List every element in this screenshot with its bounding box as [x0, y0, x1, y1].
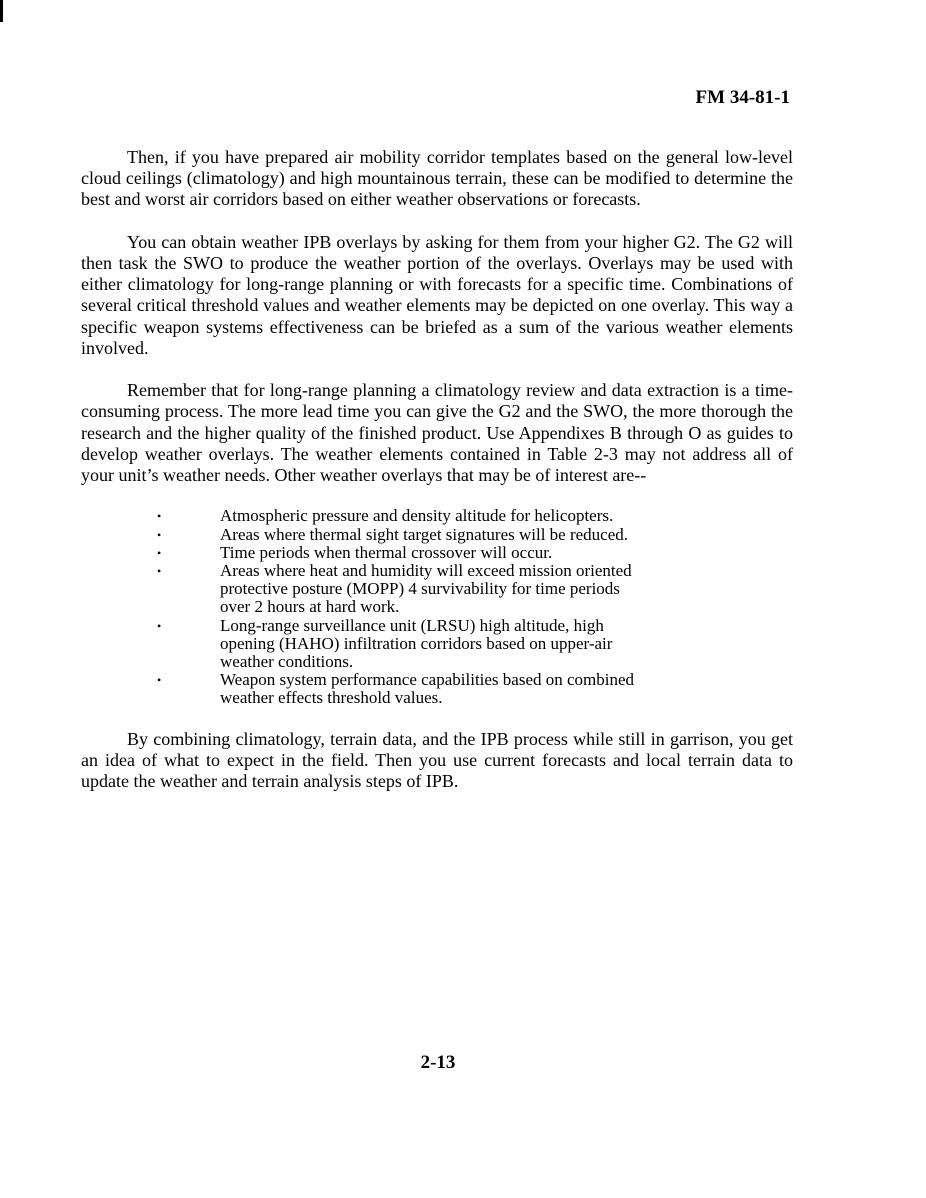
- bullet-icon: •: [157, 527, 162, 542]
- page-number: 2-13: [420, 1052, 456, 1073]
- bullet-icon: •: [157, 545, 162, 560]
- page-body: [81, 147, 793, 813]
- list-item-text: Areas where thermal sight target signatures will be reduced.: [220, 524, 629, 544]
- list-item: [81, 617, 650, 672]
- list-item: [81, 671, 650, 707]
- bullet-icon: •: [157, 509, 162, 524]
- paragraph-long-range-planning: Remember that for long-range planning a climatology review and data extraction is a time-consuming process. The more lead time you can give the G2 and the SWO, the more thorough the research and the higher quality of the finished product. Use Appendixes B through O as guides to develop weather overlays. The weather elements contained in Table 2-3 may not address all of your unit’s weather needs. Other weather overlays that may be of interest are--: [81, 380, 793, 486]
- list-item-text: Atmospheric pressure and density altitude for helicopters.: [220, 506, 614, 526]
- list-item-text: Long-range surveillance unit (LRSU) high altitude, high opening (HAHO) infiltration corridors based on upper-air weather conditions.: [220, 615, 613, 672]
- bullet-icon: •: [157, 564, 162, 579]
- list-item: [81, 526, 650, 544]
- list-item-text: Areas where heat and humidity will exceed mission oriented protective posture (MOPP) 4 survivability for time periods over 2 hours at hard work.: [220, 561, 632, 617]
- list-item: [81, 507, 650, 525]
- list-item: [81, 562, 650, 617]
- weather-overlay-list: [81, 507, 793, 707]
- paragraph-closing: By combining climatology, terrain data, and the IPB process while still in garrison, you get an idea of what to expect in the field. Then you use current forecasts and local terrain data to update the weather and terrain analysis steps of IPB.: [81, 728, 793, 792]
- bullet-icon: •: [157, 618, 162, 633]
- bullet-icon: •: [157, 673, 162, 688]
- document-id-header: FM 34-81-1: [695, 87, 790, 108]
- list-item: [81, 544, 650, 562]
- list-item-text: Time periods when thermal crossover will occur.: [220, 542, 553, 562]
- list-item-text: Weapon system performance capabilities based on combined weather effects threshold values.: [220, 670, 635, 708]
- paragraph-weather-overlays: You can obtain weather IPB overlays by asking for them from your higher G2. The G2 will then task the SWO to produce the weather portion of the overlays. Overlays may be used with either climatology for long-range planning or with forecasts for a specific time. Combinations of several critical threshold values and weather elements may be depicted on one overlay. This way a specific weapon systems effectiveness can be briefed as a sum of the various weather elements involved.: [81, 231, 793, 358]
- scan-edge-mark: [0, 0, 3, 22]
- paragraph-air-corridors: Then, if you have prepared air mobility corridor templates based on the general low-level cloud ceilings (climatology) and high mountainous terrain, these can be modified to determine the best and worst air corridors based on either weather observations or forecasts.: [81, 147, 793, 210]
